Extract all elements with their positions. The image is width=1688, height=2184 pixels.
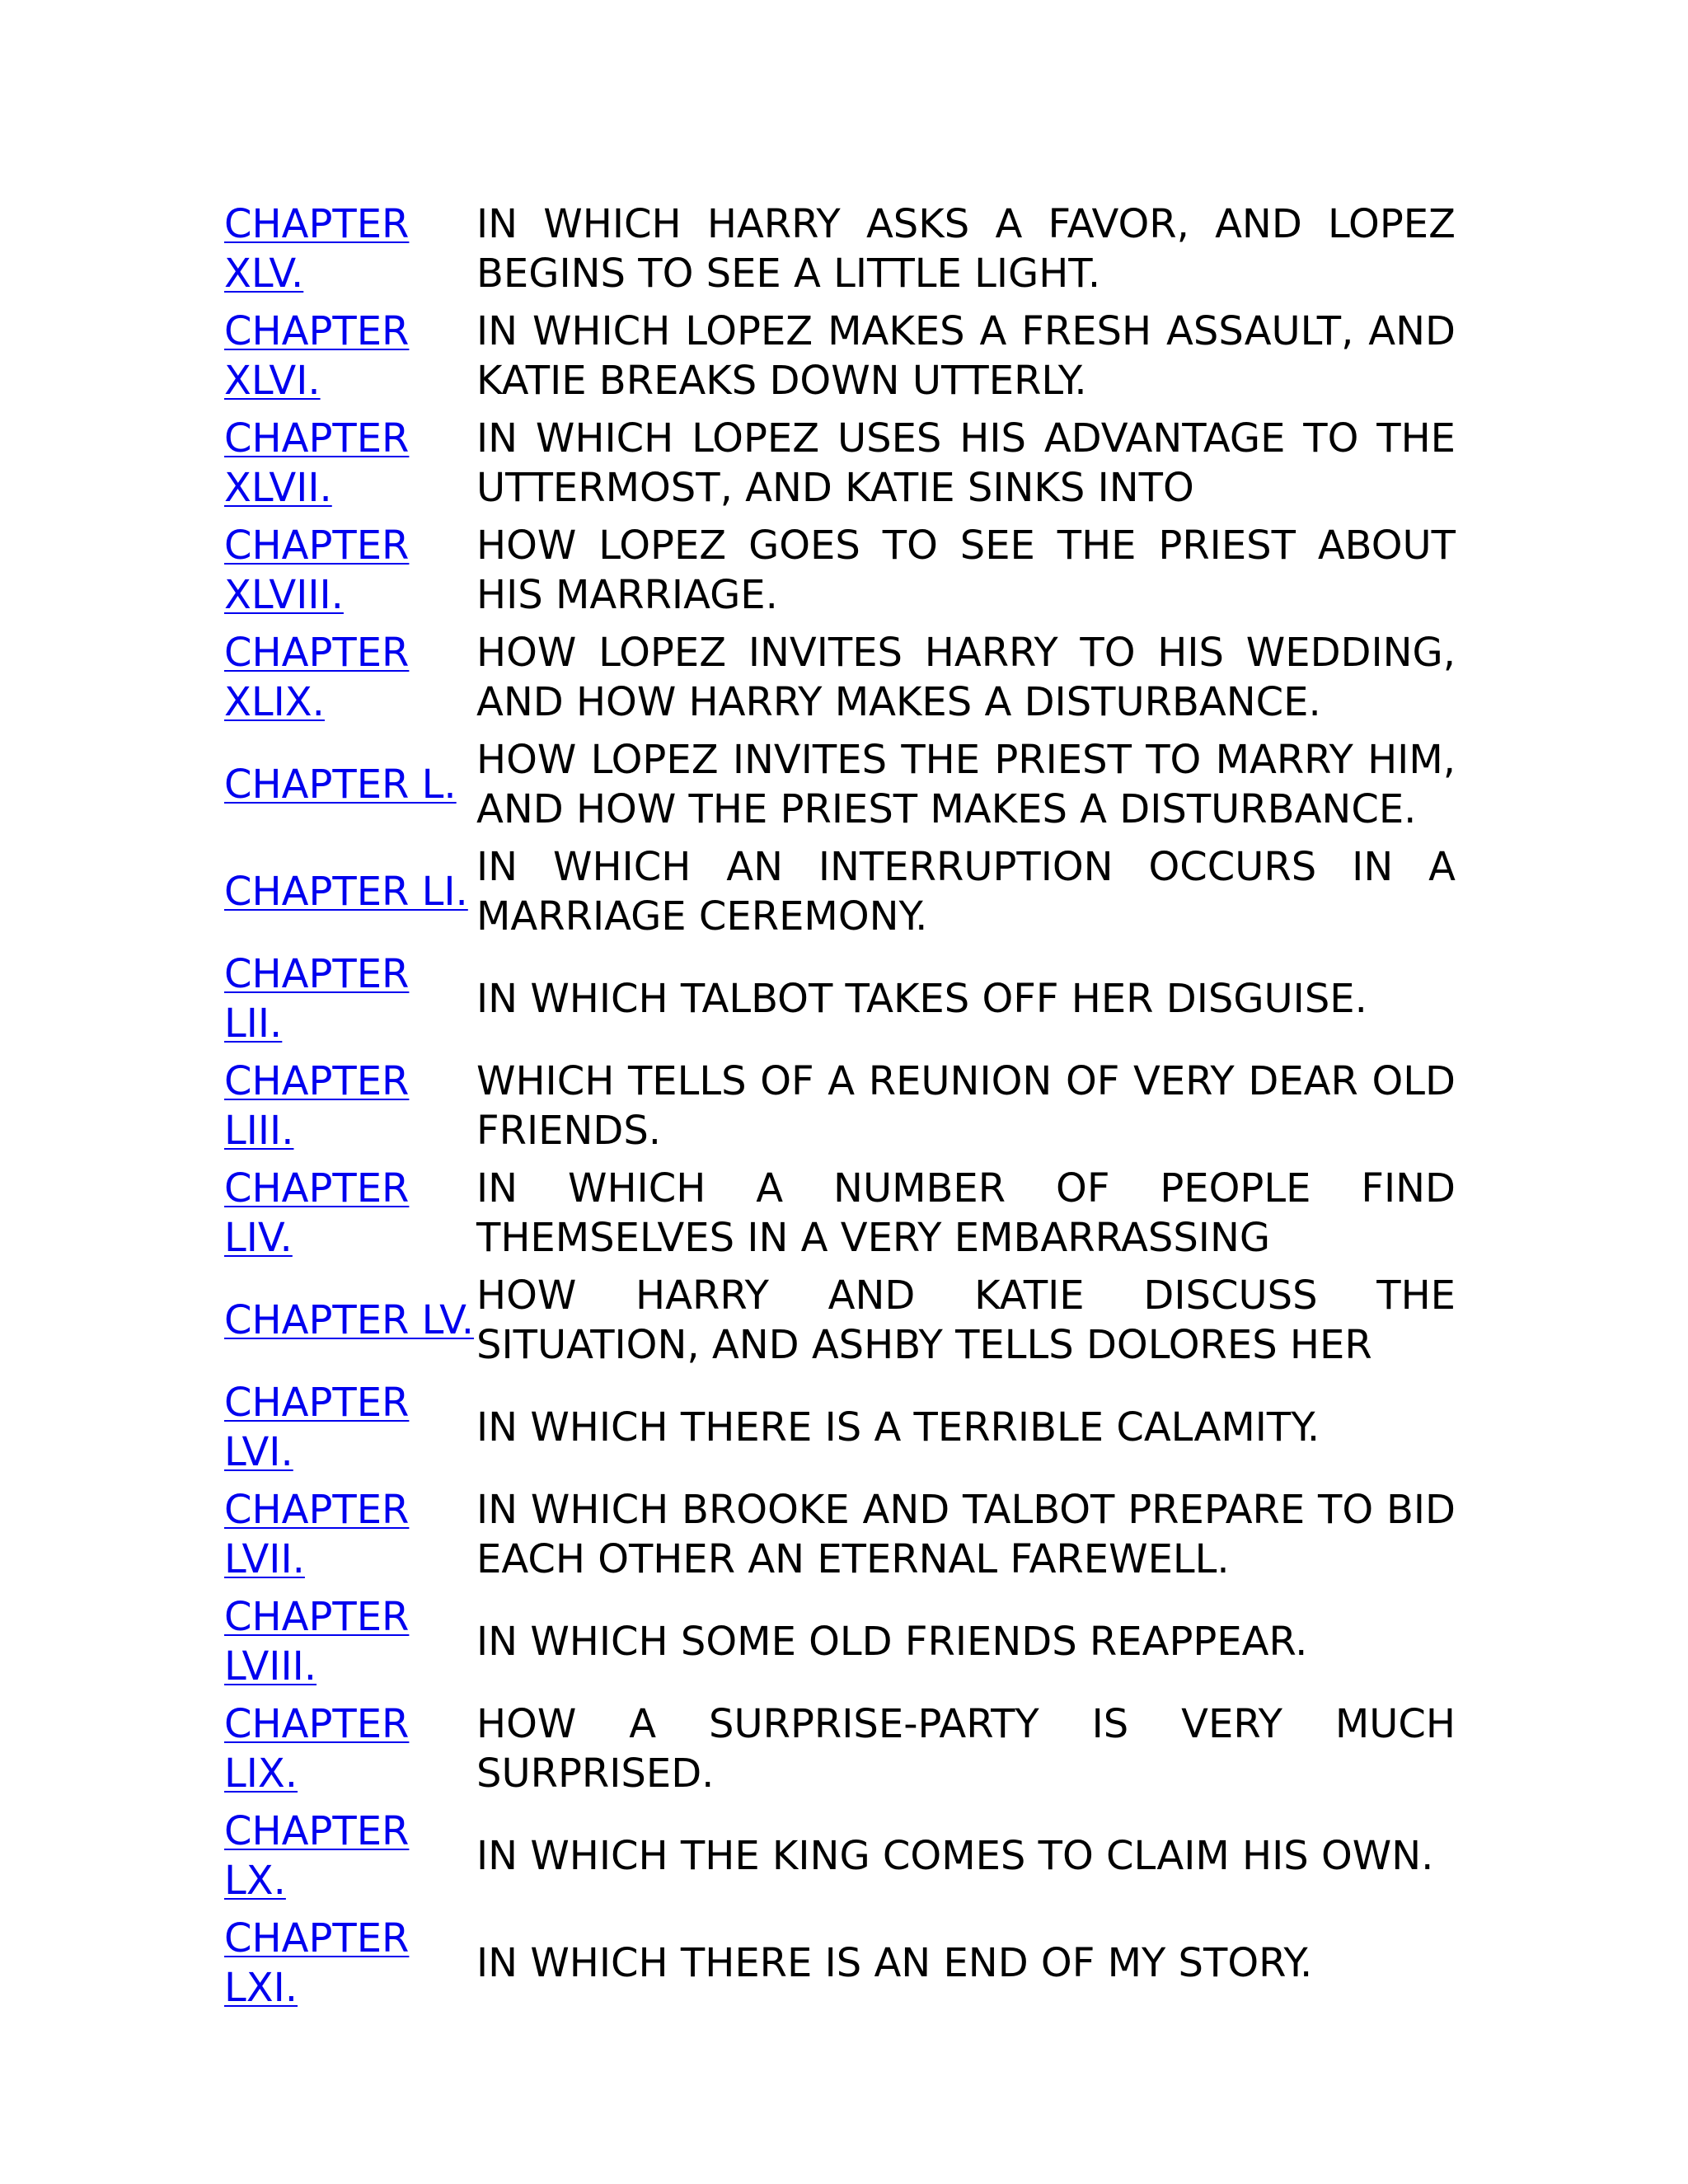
- toc-row: [224, 1164, 1456, 1263]
- chapter-link[interactable]: CHAPTER LIV.: [224, 1165, 410, 1261]
- chapter-link[interactable]: CHAPTER L.: [224, 762, 457, 808]
- chapter-title: HOW HARRY AND KATIE DISCUSS THE SITUATION, AND ASHBY TELLS DOLORES HER: [476, 1272, 1456, 1368]
- chapter-title: IN WHICH HARRY ASKS A FAVOR, AND LOPEZ BEGINS TO SEE A LITTLE LIGHT.: [476, 201, 1456, 297]
- chapter-title: IN WHICH LOPEZ USES HIS ADVANTAGE TO THE UTTERMOST, AND KATIE SINKS INTO: [476, 415, 1456, 511]
- chapter-link[interactable]: CHAPTER LVI.: [224, 1380, 410, 1475]
- toc-row: [224, 628, 1456, 727]
- chapter-link[interactable]: CHAPTER LX.: [224, 1808, 410, 1904]
- toc-row: [224, 1271, 1456, 1370]
- chapter-link[interactable]: CHAPTER XLV.: [224, 201, 410, 297]
- toc-row: [224, 307, 1456, 405]
- chapter-title: HOW LOPEZ INVITES THE PRIEST TO MARRY HIM, AND HOW THE PRIEST MAKES A DISTURBANCE.: [476, 737, 1456, 832]
- chapter-link[interactable]: CHAPTER LII.: [224, 951, 410, 1047]
- toc-row: [224, 1592, 1456, 1691]
- toc-row: [224, 949, 1456, 1048]
- chapter-title: IN WHICH A NUMBER OF PEOPLE FIND THEMSELVES IN A VERY EMBARRASSING: [476, 1165, 1456, 1261]
- toc-row: [224, 1807, 1456, 1905]
- chapter-link[interactable]: CHAPTER XLVIII.: [224, 523, 410, 618]
- chapter-title: HOW LOPEZ GOES TO SEE THE PRIEST ABOUT HIS MARRIAGE.: [476, 523, 1456, 618]
- table-of-contents: [224, 199, 1456, 2021]
- toc-row: [224, 199, 1456, 298]
- chapter-title: WHICH TELLS OF A REUNION OF VERY DEAR OLD FRIENDS.: [476, 1058, 1456, 1154]
- chapter-title: HOW A SURPRISE-PARTY IS VERY MUCH SURPRISED.: [476, 1701, 1456, 1797]
- chapter-link[interactable]: CHAPTER XLVII.: [224, 415, 410, 511]
- chapter-title: IN WHICH LOPEZ MAKES A FRESH ASSAULT, AND KATIE BREAKS DOWN UTTERLY.: [476, 308, 1456, 404]
- chapter-link[interactable]: CHAPTER LXI.: [224, 1915, 410, 2011]
- toc-row: [224, 1057, 1456, 1155]
- toc-row: [224, 1378, 1456, 1477]
- chapter-title: IN WHICH BROOKE AND TALBOT PREPARE TO BID EACH OTHER AN ETERNAL FAREWELL.: [476, 1487, 1456, 1582]
- chapter-link[interactable]: CHAPTER LI.: [224, 869, 468, 915]
- toc-row: [224, 1699, 1456, 1798]
- toc-row: [224, 1914, 1456, 2013]
- chapter-link[interactable]: CHAPTER LV.: [224, 1297, 475, 1343]
- chapter-title: IN WHICH THE KING COMES TO CLAIM HIS OWN.: [476, 1833, 1434, 1879]
- chapter-link[interactable]: CHAPTER LIII.: [224, 1058, 410, 1154]
- chapter-link[interactable]: CHAPTER LVII.: [224, 1487, 410, 1582]
- chapter-link[interactable]: CHAPTER XLVI.: [224, 308, 410, 404]
- toc-row: [224, 414, 1456, 513]
- chapter-link[interactable]: CHAPTER XLIX.: [224, 630, 410, 725]
- chapter-title: IN WHICH AN INTERRUPTION OCCURS IN A MARRIAGE CEREMONY.: [476, 844, 1456, 940]
- chapter-link[interactable]: CHAPTER LIX.: [224, 1701, 410, 1797]
- chapter-title: IN WHICH THERE IS A TERRIBLE CALAMITY.: [476, 1404, 1320, 1451]
- toc-row: [224, 842, 1456, 941]
- chapter-title: HOW LOPEZ INVITES HARRY TO HIS WEDDING, AND HOW HARRY MAKES A DISTURBANCE.: [476, 630, 1456, 725]
- chapter-title: IN WHICH SOME OLD FRIENDS REAPPEAR.: [476, 1619, 1308, 1665]
- chapter-link[interactable]: CHAPTER LVIII.: [224, 1594, 410, 1690]
- toc-row: [224, 735, 1456, 834]
- toc-row: [224, 1485, 1456, 1584]
- chapter-title: IN WHICH TALBOT TAKES OFF HER DISGUISE.: [476, 976, 1367, 1022]
- toc-row: [224, 521, 1456, 620]
- chapter-title: IN WHICH THERE IS AN END OF MY STORY.: [476, 1940, 1313, 1986]
